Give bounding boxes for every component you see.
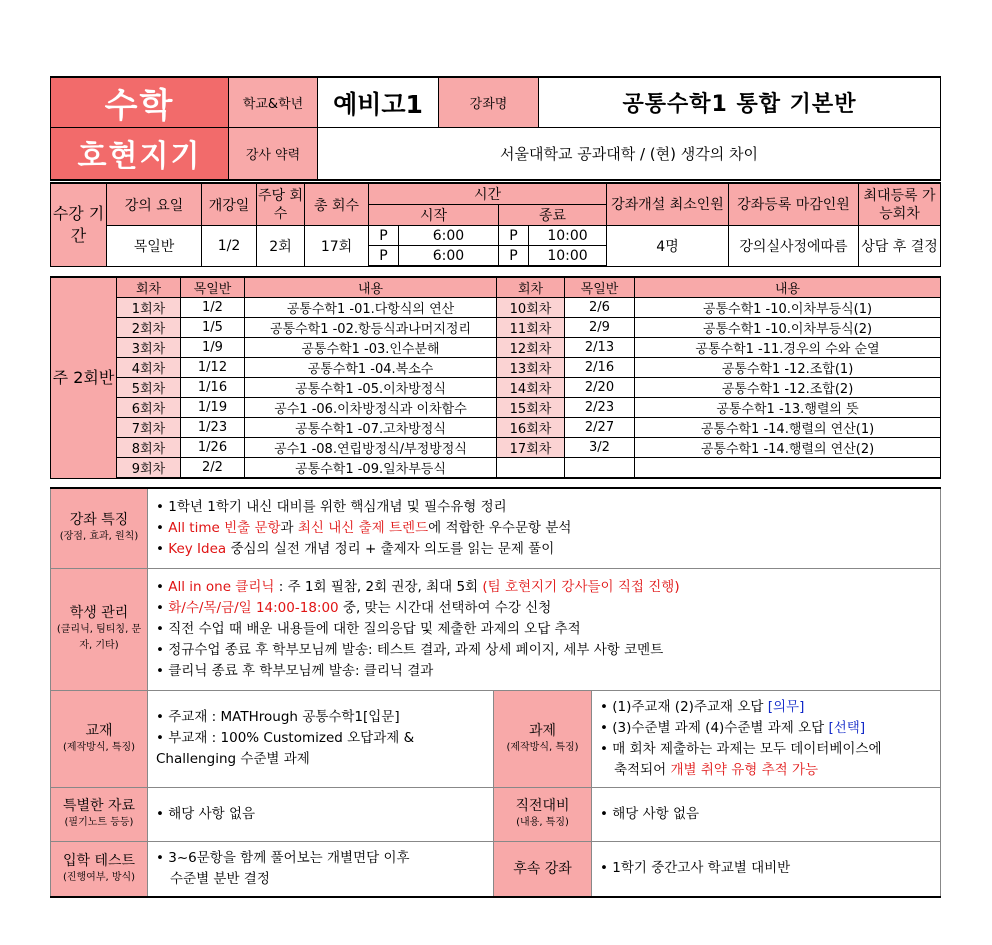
start-time: 6:00	[399, 246, 499, 267]
start-date-header: 개강일	[202, 183, 257, 226]
round-cell: 16회차	[497, 418, 565, 438]
date-cell: 2/16	[565, 358, 635, 378]
start-ampm: P	[369, 246, 399, 267]
special-label-text: 특별한 자료	[62, 798, 136, 814]
total-header: 총 회수	[305, 183, 369, 226]
homework-item-3-text2: 축적되어	[614, 761, 671, 778]
content-cell: 공통수학1 -14.행렬의 연산(1)	[635, 418, 941, 438]
content-cell: 공통수학1 -01.다항식의 연산	[245, 298, 497, 318]
schedule-row	[51, 338, 941, 358]
career-label: 강사 약력	[229, 128, 318, 180]
entrance-item-1-cont: 수준별 분반 결정	[170, 870, 270, 887]
textbook-item-2: • 부교재 : 100% Customized 오답과제 & Challenging 수준별 과제	[156, 728, 485, 770]
management-label	[51, 568, 148, 690]
textbook-item-1: • 주교재 : MATHrough 공통수학1[입문]	[156, 707, 485, 728]
round-header: 회차	[497, 277, 565, 298]
homework-content	[592, 690, 941, 787]
content-cell: 공통수학1 -10.이차부등식(2)	[635, 318, 941, 338]
schedule-row	[51, 298, 941, 318]
time-end-header: 종료	[499, 205, 607, 226]
content-cell: 공통수학1 -13.행렬의 뜻	[635, 398, 941, 418]
end-time: 10:00	[529, 246, 607, 267]
entrance-label	[51, 841, 148, 897]
followup-content	[592, 841, 941, 897]
features-item-2-red1: All time 빈출 문항	[168, 519, 281, 536]
date-header: 목일반	[565, 277, 635, 298]
school-grade-value: 예비고1	[318, 77, 439, 128]
round-cell: 9회차	[117, 458, 181, 479]
course-header-table	[50, 76, 941, 181]
round-cell: 3회차	[117, 338, 181, 358]
features-item-3-text: 중심의 실전 개념 정리 + 출제자 의도를 읽는 문제 풀이	[226, 540, 555, 557]
content-cell: 공수1 -08.연립방정식/부정방정식	[245, 438, 497, 458]
date-cell: 2/6	[565, 298, 635, 318]
date-cell: 1/23	[181, 418, 245, 438]
features-item-2-text1: 과	[280, 519, 294, 536]
day-header: 강의 요일	[107, 183, 202, 226]
prep-label-text: 직전대비	[515, 798, 570, 814]
textbook-content	[148, 690, 494, 787]
content-cell: 공통수학1 -03.인수분해	[245, 338, 497, 358]
management-item-2-text: 중, 맞는 시간대 선택하여 수강 신청	[338, 599, 552, 616]
end-ampm: P	[499, 246, 529, 267]
schedule-table	[50, 276, 941, 479]
date-cell: 2/23	[565, 398, 635, 418]
schedule-row	[51, 398, 941, 418]
features-label-text: 강좌 특징	[69, 512, 129, 529]
management-item-1-red1: All in one 클리닉	[168, 578, 275, 595]
homework-item-1-blue: [의무]	[767, 698, 805, 715]
schedule-row	[51, 418, 941, 438]
min-students-header: 강좌개설 최소인원	[607, 183, 729, 226]
content-cell: 공통수학1 -09.일차부등식	[245, 458, 497, 479]
management-label-sub: (클리닉, 팀티칭, 문자, 기타)	[56, 624, 142, 651]
empty-cell	[497, 458, 565, 479]
content-header: 내용	[245, 277, 497, 298]
subject-title: 수학	[51, 77, 229, 128]
date-cell: 1/19	[181, 398, 245, 418]
period-table	[50, 182, 941, 267]
round-cell: 7회차	[117, 418, 181, 438]
round-cell: 15회차	[497, 398, 565, 418]
schedule-row	[51, 358, 941, 378]
features-item-2-red2: 최신 내신 출제 트렌드	[297, 519, 429, 536]
content-cell: 공통수학1 -07.고차방정식	[245, 418, 497, 438]
special-item-1: • 해당 사항 없음	[156, 804, 485, 825]
end-time: 10:00	[529, 226, 607, 246]
management-item-2	[156, 598, 932, 619]
round-cell: 14회차	[497, 378, 565, 398]
homework-item-3-red: 개별 취약 유형 추적 가능	[670, 761, 819, 778]
management-item-1	[156, 577, 932, 598]
special-label	[51, 787, 148, 841]
round-cell: 13회차	[497, 358, 565, 378]
management-label-text: 학생 관리	[69, 605, 129, 621]
start-date-value: 1/2	[202, 226, 257, 267]
empty-cell	[635, 458, 941, 479]
content-cell: 공통수학1 -04.복소수	[245, 358, 497, 378]
features-item-1: • 1학년 1학기 내신 대비를 위한 핵심개념 및 필수유형 정리	[156, 497, 932, 518]
homework-item-3: • 매 회차 제출하는 과제는 모두 데이터베이스에	[600, 739, 932, 760]
course-name-value: 공통수학1 통합 기본반	[539, 77, 941, 128]
school-grade-label: 학교&학년	[229, 77, 318, 128]
features-item-2	[156, 518, 932, 539]
management-item-5: • 클리닉 종료 후 학부모님께 발송: 클리닉 결과	[156, 661, 932, 682]
content-header: 내용	[635, 277, 941, 298]
round-cell: 5회차	[117, 378, 181, 398]
deadline-header: 강좌등록 마감인원	[729, 183, 859, 226]
prep-label-sub: (내용, 특징)	[516, 817, 569, 828]
content-cell: 공통수학1 -02.항등식과나머지정리	[245, 318, 497, 338]
content-cell: 공수1 -06.이차방정식과 이차함수	[245, 398, 497, 418]
homework-item-2	[600, 718, 932, 739]
special-content	[148, 787, 494, 841]
deadline-value: 강의실사정에따름	[729, 226, 859, 267]
start-time: 6:00	[399, 226, 499, 246]
round-cell: 10회차	[497, 298, 565, 318]
date-cell: 1/26	[181, 438, 245, 458]
schedule-row	[51, 318, 941, 338]
entrance-label-text: 입학 테스트	[62, 852, 136, 869]
date-cell: 3/2	[565, 438, 635, 458]
prep-content	[592, 787, 941, 841]
min-students-value: 4명	[607, 226, 729, 267]
total-value: 17회	[305, 226, 369, 267]
entrance-item-1: • 3~6문항을 함께 풀어보는 개별면담 이후	[156, 848, 485, 869]
homework-item-1-text: (1)주교재 (2)주교재 오답	[612, 698, 768, 715]
round-cell: 6회차	[117, 398, 181, 418]
features-item-3	[156, 539, 932, 560]
empty-cell	[565, 458, 635, 479]
date-header: 목일반	[181, 277, 245, 298]
followup-label-text: 후속 강좌	[513, 860, 572, 877]
date-cell: 2/20	[565, 378, 635, 398]
course-name-label: 강좌명	[439, 77, 539, 128]
round-cell: 17회차	[497, 438, 565, 458]
management-item-4: • 정규수업 종료 후 학부모님께 발송: 테스트 결과, 과제 상세 페이지, 세부 사항 코멘트	[156, 640, 932, 661]
date-cell: 1/9	[181, 338, 245, 358]
brand-title: 호현지기	[51, 128, 229, 180]
followup-item-1: • 1학기 중간고사 학교별 대비반	[600, 858, 932, 879]
homework-item-1	[600, 697, 932, 718]
round-cell: 11회차	[497, 318, 565, 338]
management-item-3: • 직전 수업 때 배운 내용들에 대한 질의응답 및 제출한 과제의 오답 추적	[156, 619, 932, 640]
textbook-label	[51, 690, 148, 787]
content-cell: 공통수학1 -10.이차부등식(1)	[635, 298, 941, 318]
content-cell: 공통수학1 -14.행렬의 연산(2)	[635, 438, 941, 458]
date-cell: 2/9	[565, 318, 635, 338]
management-content	[148, 568, 941, 690]
date-cell: 2/2	[181, 458, 245, 479]
entrance-content	[148, 841, 494, 897]
schedule-row	[51, 458, 941, 479]
start-ampm: P	[369, 226, 399, 246]
time-start-header: 시작	[369, 205, 499, 226]
entrance-label-sub: (진행여부, 방식)	[62, 871, 136, 883]
features-item-3-red: Key Idea	[168, 540, 227, 557]
date-cell: 2/27	[565, 418, 635, 438]
round-cell: 8회차	[117, 438, 181, 458]
features-content	[148, 488, 941, 568]
schedule-row	[51, 378, 941, 398]
content-cell: 공통수학1 -12.조합(1)	[635, 358, 941, 378]
content-cell: 공통수학1 -11.경우의 수와 순열	[635, 338, 941, 358]
features-item-2-text2: 에 적합한 우수문항 분석	[428, 519, 572, 536]
round-cell: 4회차	[117, 358, 181, 378]
content-cell: 공통수학1 -12.조합(2)	[635, 378, 941, 398]
management-item-2-red: 화/수/목/금/일 14:00-18:00	[168, 599, 339, 616]
homework-item-2-text: (3)수준별 과제 (4)수준별 과제 오답	[612, 719, 829, 736]
per-week-value: 2회	[257, 226, 305, 267]
max-sessions-header: 최대등록 가능회차	[859, 183, 941, 226]
management-item-1-red2: (팀 호현지기 강사들이 직접 진행)	[482, 578, 680, 595]
time-header: 시간	[369, 183, 607, 205]
homework-label	[494, 690, 592, 787]
homework-label-text: 과제	[528, 722, 557, 739]
career-value: 서울대학교 공과대학 / (현) 생각의 차이	[318, 128, 941, 180]
features-label-sub: (장점, 효과, 원칙)	[59, 531, 139, 543]
day-value: 목일반	[107, 226, 202, 267]
textbook-label-text: 교재	[85, 722, 113, 739]
course-info-table	[50, 487, 941, 898]
followup-label	[494, 841, 592, 897]
textbook-label-sub: (제작방식, 특징)	[62, 741, 136, 753]
date-cell: 1/5	[181, 318, 245, 338]
schedule-row	[51, 438, 941, 458]
homework-label-sub: (제작방식, 특징)	[506, 741, 579, 753]
prep-label	[494, 787, 592, 841]
date-cell: 1/12	[181, 358, 245, 378]
homework-item-2-blue: [선택]	[828, 719, 866, 736]
date-cell: 2/13	[565, 338, 635, 358]
features-label	[51, 488, 148, 568]
management-item-1-text: : 주 1회 필참, 2회 권장, 최대 5회	[274, 578, 483, 595]
per-week-header: 주당 회수	[257, 183, 305, 226]
round-header: 회차	[117, 277, 181, 298]
period-label: 수강 기간	[51, 183, 107, 266]
end-ampm: P	[499, 226, 529, 246]
special-label-sub: (필기노트 등등)	[64, 817, 134, 828]
round-cell: 12회차	[497, 338, 565, 358]
max-sessions-value: 상담 후 결정	[859, 226, 941, 267]
date-cell: 1/2	[181, 298, 245, 318]
date-cell: 1/16	[181, 378, 245, 398]
prep-item-1: • 해당 사항 없음	[600, 804, 932, 825]
schedule-row-label: 주 2회반	[51, 277, 117, 478]
round-cell: 1회차	[117, 298, 181, 318]
content-cell: 공통수학1 -05.이차방정식	[245, 378, 497, 398]
homework-item-3-cont	[600, 760, 932, 781]
round-cell: 2회차	[117, 318, 181, 338]
